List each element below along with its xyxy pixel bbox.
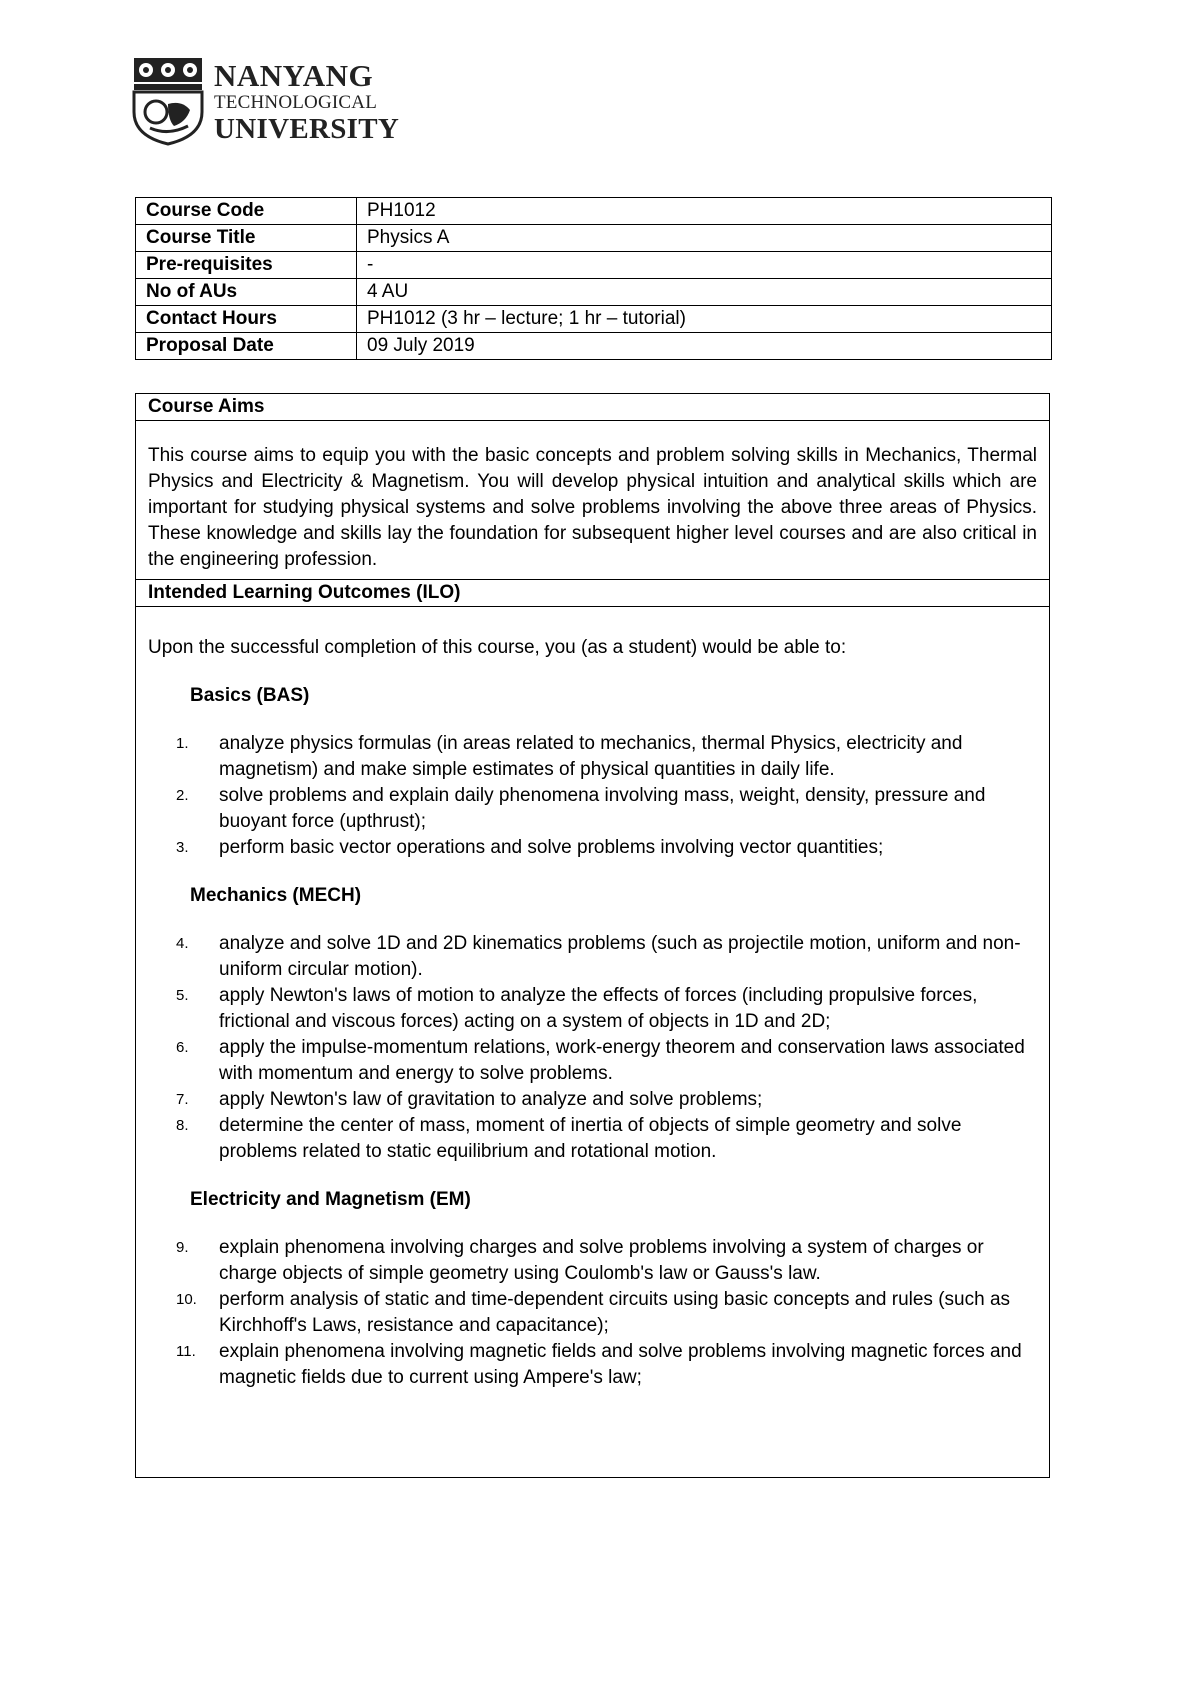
table-row [136,252,1052,279]
list-item [148,931,1037,983]
table-row [136,306,1052,333]
item-text: apply Newton's laws of motion to analyze the effects of forces (including propulsive forces, frictional and viscous forces) acting on a system of objects in 1D and 2D; [219,985,978,1032]
item-text: apply the impulse-momentum relations, work-energy theorem and conservation laws associated with momentum and energy to solve problems. [219,1037,1025,1084]
item-text: perform analysis of static and time-dependent circuits using basic concepts and rules (such as Kirchhoff's Laws, resistance and capacitance); [219,1289,1011,1336]
group-title-em: Electricity and Magnetism (EM) [190,1189,471,1210]
university-crest-icon [132,56,204,146]
item-text: perform basic vector operations and solve problems involving vector quantities; [219,837,884,858]
item-number: 11. [176,1343,196,1360]
group-title-basics: Basics (BAS) [190,685,310,706]
logo-line-2: TECHNOLOGICAL [214,92,378,113]
logo-line-1: NANYANG [214,58,374,93]
course-aims-text: This course aims to equip you with the basic concepts and problem solving skills in Mechanics, Thermal Physics and Electricity & Magnetism. You will develop physical intuition and analytical skills which are important for studying physical systems and solve problems involving the above three areas of Physics. These knowledge and skills lay the foundation for subsequent higher level courses and are also critical in the engineering profession. [136,421,1049,580]
list-item [148,1035,1037,1087]
list-item [148,1113,1037,1165]
table-row [136,225,1052,252]
course-title-label: Course Title [136,225,357,252]
course-title-value: Physics A [357,225,1052,252]
item-number: 9. [176,1239,189,1256]
ilo-list-em [148,1235,1037,1391]
table-row [136,279,1052,306]
proposal-date-label: Proposal Date [136,333,357,360]
ilo-list-basics [148,731,1037,861]
prerequisites-value: - [357,252,1052,279]
logo-line-3: UNIVERSITY [214,113,400,145]
item-number: 8. [176,1117,189,1134]
prerequisites-label: Pre-requisites [136,252,357,279]
list-item [148,1339,1037,1391]
list-item [148,731,1037,783]
item-number: 2. [176,787,189,804]
list-item [148,1235,1037,1287]
aus-value: 4 AU [357,279,1052,306]
university-logo [132,56,399,146]
table-row [136,198,1052,225]
contact-hours-value: PH1012 (3 hr – lecture; 1 hr – tutorial) [357,306,1052,333]
ilo-body [136,635,1049,1391]
proposal-date-value: 09 July 2019 [357,333,1052,360]
contact-hours-label: Contact Hours [136,306,357,333]
item-text: explain phenomena involving magnetic fields and solve problems involving magnetic forces and magnetic fields due to current using Ampere's law; [219,1341,1022,1388]
item-number: 3. [176,839,189,856]
ilo-list-mechanics [148,931,1037,1165]
aus-label: No of AUs [136,279,357,306]
item-text: determine the center of mass, moment of inertia of objects of simple geometry and solve problems related to static equilibrium and rotational motion. [219,1115,962,1162]
item-number: 6. [176,1039,189,1056]
item-number: 7. [176,1091,189,1108]
item-number: 4. [176,935,189,952]
table-row [136,333,1052,360]
item-text: analyze and solve 1D and 2D kinematics problems (such as projectile motion, uniform and non-uniform circular motion). [219,933,1021,980]
item-number: 1. [176,735,189,752]
course-info-table [135,197,1052,360]
item-text: explain phenomena involving charges and solve problems involving a system of charges or charge objects of simple geometry using Coulomb's law or Gauss's law. [219,1237,984,1284]
item-number: 10. [176,1291,197,1308]
item-number: 5. [176,987,189,1004]
course-aims-heading: Course Aims [136,394,1049,421]
group-title-mechanics: Mechanics (MECH) [190,885,362,906]
item-text: apply Newton's law of gravitation to analyze and solve problems; [219,1089,763,1110]
course-code-label: Course Code [136,198,357,225]
ilo-intro: Upon the successful completion of this course, you (as a student) would be able to: [148,637,847,658]
list-item [148,783,1037,835]
course-details-box [135,393,1050,1478]
list-item [148,835,1037,861]
list-item [148,1287,1037,1339]
item-text: solve problems and explain daily phenomena involving mass, weight, density, pressure and buoyant force (upthrust); [219,785,986,832]
list-item [148,1087,1037,1113]
course-code-value: PH1012 [357,198,1052,225]
ilo-heading: Intended Learning Outcomes (ILO) [136,580,1049,607]
list-item [148,983,1037,1035]
item-text: analyze physics formulas (in areas related to mechanics, thermal Physics, electricity and magnetism) and make simple estimates of physical quantities in daily life. [219,733,963,780]
